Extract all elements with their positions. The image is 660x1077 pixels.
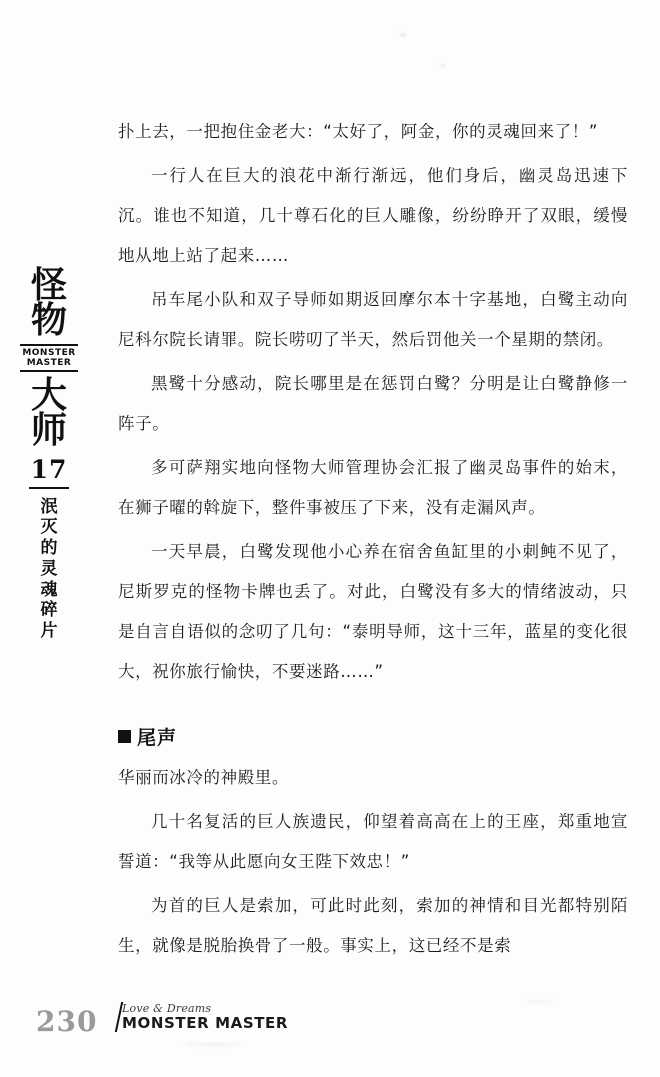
paragraph: 华丽而冰冷的神殿里。 bbox=[118, 768, 289, 787]
scan-speckle bbox=[524, 1000, 554, 1003]
paragraph: 多可萨翔实地向怪物大师管理协会汇报了幽灵岛事件的始末，在狮子曜的斡旋下，整件事被压了下来，没有走漏风声。 bbox=[118, 458, 628, 517]
footer-brand bbox=[122, 1003, 288, 1031]
page-body bbox=[118, 112, 628, 970]
paragraph: 扑上去，一把抱住金老大：“太好了，阿金，你的灵魂回来了！” bbox=[118, 122, 598, 141]
section-heading bbox=[118, 718, 628, 758]
page-number: 230 bbox=[36, 1005, 98, 1038]
paragraph: 一天早晨，白鹭发现他小心养在宿舍鱼缸里的小刺鲀不见了，尼斯罗克的怪物卡牌也丢了。对此，白鹭没有多大的情绪波动，只是自言自语似的念叨了几句：“泰明导师，这十三年，蓝星的变化很大，祝你旅行愉快，不要迷路……” bbox=[118, 542, 628, 681]
volume-subtitle: 泯灭的灵魂碎片 bbox=[40, 496, 58, 642]
footer-brand-name: MONSTER MASTER bbox=[122, 1013, 289, 1032]
series-title-english bbox=[20, 344, 78, 373]
section-heading-label: 尾声 bbox=[137, 727, 178, 749]
scan-speckle bbox=[441, 64, 445, 67]
footer-tagline: Love & Dreams bbox=[122, 1002, 212, 1015]
paragraph: 吊车尾小队和双子导师如期返回摩尔本十字基地，白鹭主动向尼科尔院长请罪。院长唠叨了半天，然后罚他关一个星期的禁闭。 bbox=[118, 290, 628, 349]
volume-number: 17 bbox=[30, 454, 68, 484]
square-bullet-icon bbox=[118, 730, 131, 743]
series-title-english-line2: MASTER bbox=[26, 357, 72, 368]
page-footer bbox=[30, 1001, 330, 1049]
paragraph: 几十名复活的巨人族遗民，仰望着高高在上的王座，郑重地宣誓道：“我等从此愿向女王陛下效忠！” bbox=[118, 812, 628, 871]
paragraph: 黑鹭十分感动，院长哪里是在惩罚白鹭？分明是让白鹭静修一阵子。 bbox=[118, 374, 628, 433]
series-title-bottom: 大师 bbox=[30, 375, 67, 452]
series-spine bbox=[14, 265, 84, 642]
paragraph: 一行人在巨大的浪花中渐行渐远，他们身后，幽灵岛迅速下沉。谁也不知道，几十尊石化的巨人雕像，纷纷睁开了双眼，缓慢地从地上站了起来…… bbox=[118, 166, 628, 265]
series-title-english-line1: MONSTER bbox=[22, 347, 76, 358]
scan-speckle bbox=[400, 33, 406, 37]
paragraph: 为首的巨人是索加，可此时此刻，索加的神情和目光都特别陌生，就像是脱胎换骨了一般。事实上，这已经不是索 bbox=[118, 896, 628, 955]
series-title-top: 怪物 bbox=[30, 265, 67, 342]
spine-divider bbox=[29, 487, 69, 489]
